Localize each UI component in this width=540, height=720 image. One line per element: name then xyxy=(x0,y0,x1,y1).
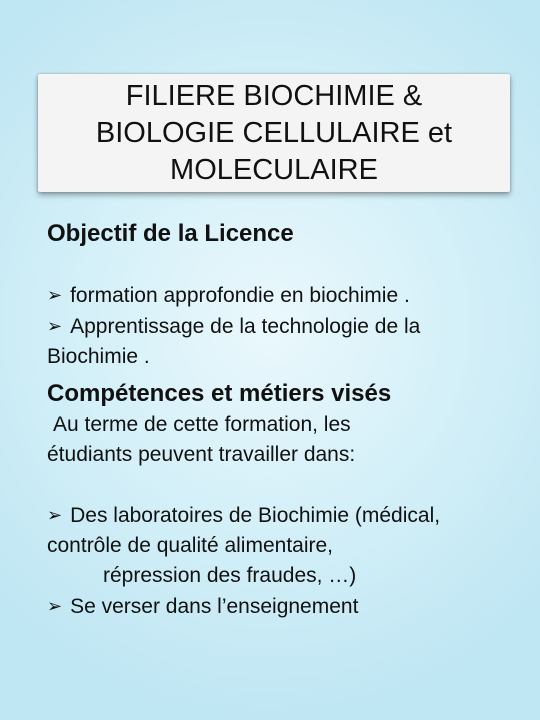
competences-heading: Compétences et métiers visés xyxy=(47,380,392,407)
title-line-2: BIOLOGIE CELLULAIRE et xyxy=(95,117,453,149)
competences-item-2-text: Se verser dans l’enseignement xyxy=(70,595,359,618)
title-line-1: FILIERE BIOCHIMIE & xyxy=(125,80,423,112)
objectif-bullet-2-line-1: Apprentissage de la technologie de la xyxy=(70,315,421,338)
title-line-3: MOLECULAIRE xyxy=(170,154,378,186)
objectif-bullet-2 xyxy=(47,311,517,342)
competences-item-2 xyxy=(47,591,517,622)
competences-intro-line-1: Au terme de cette formation, les xyxy=(53,413,351,436)
objectif-heading: Objectif de la Licence xyxy=(47,220,294,247)
competences-intro-line-2: étudiants peuvent travailler dans: xyxy=(47,443,356,466)
competences-item-1 xyxy=(47,500,517,531)
objectif-bullet-1 xyxy=(47,280,517,311)
competences-item-1-line-3: répression des fraudes, …) xyxy=(103,564,357,587)
competences-item-1-line-1: Des laboratoires de Biochimie (médical, xyxy=(70,504,441,527)
competences-item-1-line-2: contrôle de qualité alimentaire, xyxy=(47,534,334,557)
objectif-bullet-2-continued: Biochimie . xyxy=(47,345,150,368)
objectif-bullet-1-text: formation approfondie en biochimie . xyxy=(70,284,410,307)
page-title xyxy=(38,78,510,189)
slide-content xyxy=(47,218,517,622)
